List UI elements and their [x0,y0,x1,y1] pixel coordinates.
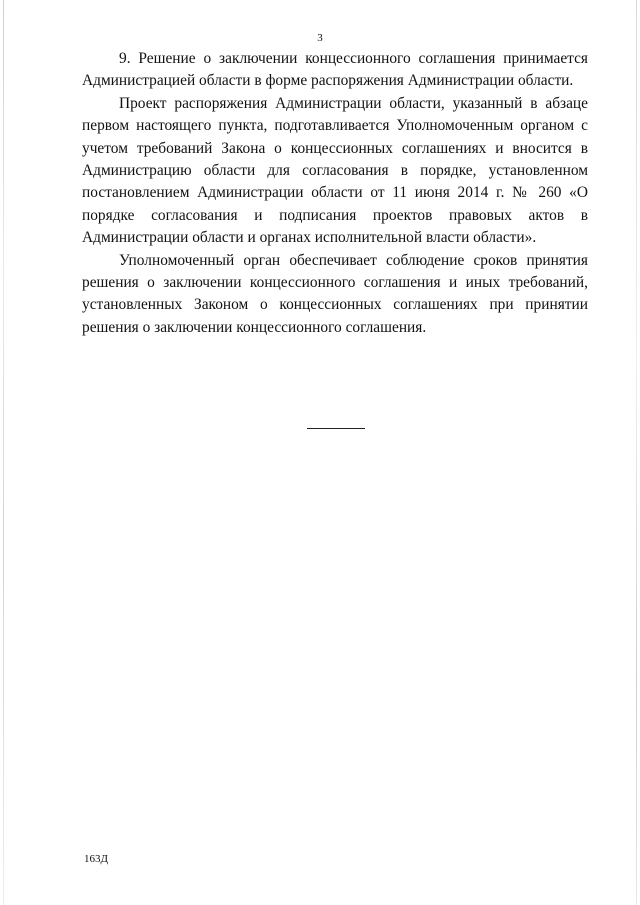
end-divider-line [307,428,365,429]
page-number: 3 [317,32,323,44]
paragraph-authorized-body: Уполномоченный орган обеспечивает соблюдение сроков принятия решения о заключении концессионного соглашения и иных требований, установленных Законом о концессионных соглашениях при принятии решения о заключении концессионного соглашения. [82,251,588,336]
paragraph-item-9: 9. Решение о заключении концессионного соглашения принимается Администрацией области в форме распоряжения Администрации области. [82,50,588,90]
paragraph-draft-order: Проект распоряжения Администрации области, указанный в абзаце первом настоящего пункта, подготавливается Уполномоченным органом с учетом требований Закона о концессионных соглашениях и вносится в Администрацию области для согласования в порядке, установленном постановлением Администрации области от 11 июня 2014 г. № 260 «О порядке согласования и подписания проектов правовых актов в Администрации области и органах исполнительной власти области». [82,94,588,247]
footer-code: 163Д [84,853,109,865]
document-body [82,48,588,339]
scan-edge-left [3,0,4,905]
scan-edge-right [636,0,637,905]
